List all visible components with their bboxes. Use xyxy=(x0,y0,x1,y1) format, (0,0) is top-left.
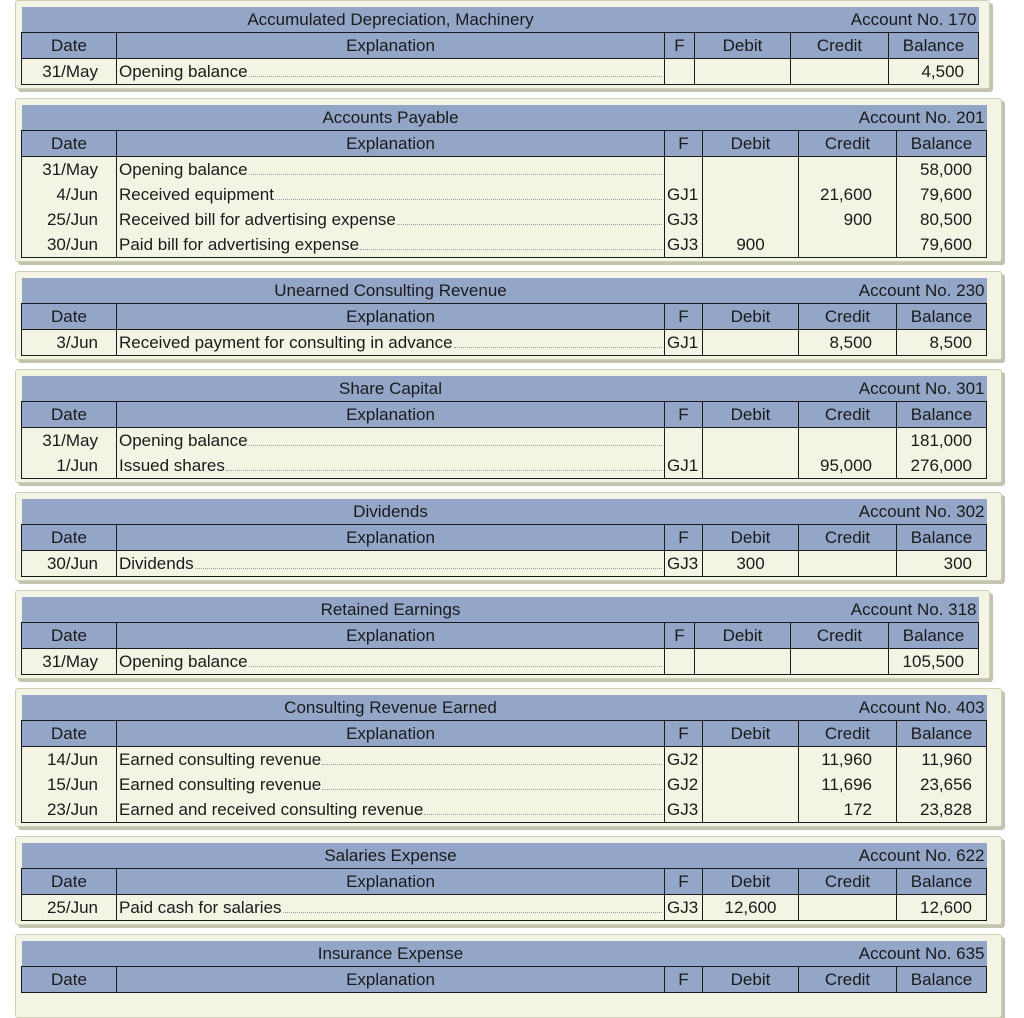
ledger-row xyxy=(22,453,987,479)
column-header-credit: Credit xyxy=(799,967,897,993)
credit-cell xyxy=(799,232,897,258)
credit-cell xyxy=(799,157,897,183)
credit-cell: 95,000 xyxy=(799,453,897,479)
ledger-row xyxy=(22,649,979,675)
debit-cell xyxy=(695,59,791,85)
column-header-explanation: Explanation xyxy=(117,33,665,59)
ledger-table xyxy=(21,499,987,577)
balance-cell: 181,000 xyxy=(897,428,987,454)
date-cell: 14/Jun xyxy=(22,747,117,773)
debit-cell xyxy=(703,772,799,797)
column-header-explanation: Explanation xyxy=(117,623,665,649)
f-cell xyxy=(665,59,695,85)
title-spacer xyxy=(22,695,117,721)
credit-cell: 21,600 xyxy=(799,182,897,207)
account-title: Accumulated Depreciation, Machinery xyxy=(117,7,665,33)
column-header-date: Date xyxy=(22,869,117,895)
debit-cell xyxy=(703,428,799,454)
ledger-row xyxy=(22,59,979,85)
date-cell: 30/Jun xyxy=(22,232,117,258)
explanation-cell xyxy=(117,59,665,85)
date-cell: 15/Jun xyxy=(22,772,117,797)
leader-dots xyxy=(249,75,662,77)
column-header-balance: Balance xyxy=(897,402,987,428)
leader-dots xyxy=(454,346,662,348)
leader-dots xyxy=(322,763,662,765)
ledger-account xyxy=(15,0,990,89)
column-header-debit: Debit xyxy=(703,967,799,993)
title-spacer xyxy=(665,499,799,525)
leader-dots xyxy=(249,173,662,175)
column-header-f: F xyxy=(665,131,703,157)
f-cell: GJ3 xyxy=(665,895,703,921)
title-spacer xyxy=(665,941,799,967)
leader-dots xyxy=(249,665,662,667)
explanation-text: Received payment for consulting in advance xyxy=(119,333,453,352)
credit-cell xyxy=(799,895,897,921)
debit-cell xyxy=(703,453,799,479)
balance-cell: 276,000 xyxy=(897,453,987,479)
debit-cell xyxy=(703,330,799,356)
ledger-account xyxy=(15,369,1002,483)
ledger-account xyxy=(15,934,1002,1018)
column-header-debit: Debit xyxy=(703,721,799,747)
credit-cell: 8,500 xyxy=(799,330,897,356)
ledger-table xyxy=(21,376,987,479)
ledger-row xyxy=(22,207,987,232)
explanation-cell xyxy=(117,207,665,232)
title-spacer xyxy=(22,597,117,623)
f-cell xyxy=(665,428,703,454)
f-cell: GJ3 xyxy=(665,797,703,823)
date-cell: 1/Jun xyxy=(22,453,117,479)
date-cell: 31/May xyxy=(22,428,117,454)
debit-cell xyxy=(695,649,791,675)
title-spacer xyxy=(665,105,799,131)
column-header-date: Date xyxy=(22,623,117,649)
column-header-explanation: Explanation xyxy=(117,402,665,428)
account-number: Account No. 230 xyxy=(799,278,987,304)
column-header-debit: Debit xyxy=(695,33,791,59)
account-title: Accounts Payable xyxy=(117,105,665,131)
explanation-text: Paid cash for salaries xyxy=(119,898,282,917)
ledger-account xyxy=(15,98,1002,262)
ledger-row xyxy=(22,772,987,797)
account-title: Dividends xyxy=(117,499,665,525)
column-header-explanation: Explanation xyxy=(117,967,665,993)
balance-cell: 80,500 xyxy=(897,207,987,232)
explanation-cell xyxy=(117,895,665,921)
date-cell: 3/Jun xyxy=(22,330,117,356)
column-header-f: F xyxy=(665,304,703,330)
column-header-f: F xyxy=(665,967,703,993)
ledger-row xyxy=(22,428,987,454)
title-spacer xyxy=(22,7,117,33)
explanation-text: Received equipment xyxy=(119,185,274,204)
f-cell: GJ3 xyxy=(665,551,703,577)
date-cell: 23/Jun xyxy=(22,797,117,823)
column-header-credit: Credit xyxy=(799,131,897,157)
account-number: Account No. 201 xyxy=(799,105,987,131)
debit-cell xyxy=(703,182,799,207)
account-title: Consulting Revenue Earned xyxy=(117,695,665,721)
column-header-date: Date xyxy=(22,304,117,330)
column-header-f: F xyxy=(665,869,703,895)
column-header-debit: Debit xyxy=(703,525,799,551)
debit-cell xyxy=(703,207,799,232)
explanation-cell xyxy=(117,182,665,207)
explanation-cell xyxy=(117,330,665,356)
explanation-text: Issued shares xyxy=(119,456,225,475)
date-cell: 31/May xyxy=(22,649,117,675)
account-title: Share Capital xyxy=(117,376,665,402)
ledger-table xyxy=(21,695,987,823)
balance-cell: 11,960 xyxy=(897,747,987,773)
column-header-debit: Debit xyxy=(695,623,791,649)
explanation-cell xyxy=(117,428,665,454)
column-header-explanation: Explanation xyxy=(117,131,665,157)
account-number: Account No. 301 xyxy=(799,376,987,402)
column-header-balance: Balance xyxy=(889,33,979,59)
column-header-f: F xyxy=(665,33,695,59)
credit-cell: 900 xyxy=(799,207,897,232)
leader-dots xyxy=(226,469,662,471)
ledger-table xyxy=(21,278,987,356)
column-header-credit: Credit xyxy=(791,33,889,59)
account-number: Account No. 403 xyxy=(799,695,987,721)
debit-cell xyxy=(703,747,799,773)
ledger-table xyxy=(21,941,987,993)
explanation-cell xyxy=(117,649,665,675)
column-header-credit: Credit xyxy=(791,623,889,649)
title-spacer xyxy=(22,941,117,967)
column-header-credit: Credit xyxy=(799,304,897,330)
explanation-text: Earned consulting revenue xyxy=(119,750,322,769)
explanation-cell xyxy=(117,232,665,258)
debit-cell: 900 xyxy=(703,232,799,258)
debit-cell: 12,600 xyxy=(703,895,799,921)
column-header-credit: Credit xyxy=(799,525,897,551)
explanation-cell xyxy=(117,772,665,797)
title-spacer xyxy=(665,376,799,402)
ledger-table xyxy=(21,7,979,85)
column-header-explanation: Explanation xyxy=(117,721,665,747)
explanation-text: Received bill for advertising expense xyxy=(119,210,396,229)
column-header-credit: Credit xyxy=(799,402,897,428)
column-header-explanation: Explanation xyxy=(117,525,665,551)
balance-cell: 23,828 xyxy=(897,797,987,823)
balance-cell: 79,600 xyxy=(897,182,987,207)
balance-cell: 58,000 xyxy=(897,157,987,183)
balance-cell: 8,500 xyxy=(897,330,987,356)
title-spacer xyxy=(22,499,117,525)
ledger-table xyxy=(21,105,987,258)
column-header-f: F xyxy=(665,623,695,649)
explanation-text: Opening balance xyxy=(119,431,248,450)
explanation-cell xyxy=(117,747,665,773)
account-title: Salaries Expense xyxy=(117,843,665,869)
column-header-balance: Balance xyxy=(897,869,987,895)
title-spacer xyxy=(22,376,117,402)
account-number: Account No. 635 xyxy=(799,941,987,967)
balance-cell: 300 xyxy=(897,551,987,577)
column-header-date: Date xyxy=(22,33,117,59)
leader-dots xyxy=(322,788,662,790)
column-header-debit: Debit xyxy=(703,131,799,157)
explanation-text: Dividends xyxy=(119,554,194,573)
account-number: Account No. 302 xyxy=(799,499,987,525)
leader-dots xyxy=(275,198,662,200)
column-header-date: Date xyxy=(22,967,117,993)
leader-dots xyxy=(249,444,662,446)
credit-cell xyxy=(799,428,897,454)
date-cell: 31/May xyxy=(22,157,117,183)
column-header-balance: Balance xyxy=(897,525,987,551)
column-header-date: Date xyxy=(22,525,117,551)
f-cell xyxy=(665,649,695,675)
debit-cell xyxy=(703,797,799,823)
ledger-account xyxy=(15,492,1002,581)
title-spacer xyxy=(22,278,117,304)
balance-cell: 79,600 xyxy=(897,232,987,258)
column-header-balance: Balance xyxy=(897,721,987,747)
f-cell: GJ1 xyxy=(665,453,703,479)
ledger-account xyxy=(15,590,990,679)
column-header-balance: Balance xyxy=(897,131,987,157)
credit-cell: 11,960 xyxy=(799,747,897,773)
f-cell: GJ1 xyxy=(665,182,703,207)
title-spacer xyxy=(665,278,799,304)
f-cell: GJ2 xyxy=(665,747,703,773)
explanation-cell xyxy=(117,453,665,479)
credit-cell xyxy=(799,551,897,577)
f-cell: GJ3 xyxy=(665,232,703,258)
column-header-balance: Balance xyxy=(897,967,987,993)
column-header-date: Date xyxy=(22,721,117,747)
ledger-table xyxy=(21,597,979,675)
column-header-balance: Balance xyxy=(897,304,987,330)
leader-dots xyxy=(283,911,662,913)
date-cell: 25/Jun xyxy=(22,207,117,232)
leader-dots xyxy=(195,567,662,569)
column-header-credit: Credit xyxy=(799,869,897,895)
ledger-row xyxy=(22,182,987,207)
ledger-row xyxy=(22,895,987,921)
ledger-row xyxy=(22,797,987,823)
column-header-credit: Credit xyxy=(799,721,897,747)
explanation-text: Paid bill for advertising expense xyxy=(119,235,360,254)
leader-dots xyxy=(360,248,662,250)
date-cell: 25/Jun xyxy=(22,895,117,921)
title-spacer xyxy=(665,695,799,721)
column-header-date: Date xyxy=(22,402,117,428)
f-cell: GJ3 xyxy=(665,207,703,232)
date-cell: 4/Jun xyxy=(22,182,117,207)
explanation-cell xyxy=(117,797,665,823)
debit-cell: 300 xyxy=(703,551,799,577)
title-spacer xyxy=(22,843,117,869)
column-header-debit: Debit xyxy=(703,402,799,428)
column-header-f: F xyxy=(665,721,703,747)
credit-cell: 11,696 xyxy=(799,772,897,797)
debit-cell xyxy=(703,157,799,183)
column-header-date: Date xyxy=(22,131,117,157)
column-header-f: F xyxy=(665,402,703,428)
ledger-account xyxy=(15,836,1002,925)
column-header-debit: Debit xyxy=(703,869,799,895)
column-header-balance: Balance xyxy=(889,623,979,649)
account-number: Account No. 170 xyxy=(791,7,979,33)
explanation-cell xyxy=(117,157,665,183)
title-spacer xyxy=(665,7,791,33)
column-header-explanation: Explanation xyxy=(117,869,665,895)
ledger-row xyxy=(22,232,987,258)
column-header-f: F xyxy=(665,525,703,551)
account-number: Account No. 318 xyxy=(791,597,979,623)
title-spacer xyxy=(665,843,799,869)
credit-cell xyxy=(791,59,889,85)
explanation-text: Earned and received consulting revenue xyxy=(119,800,424,819)
title-spacer xyxy=(22,105,117,131)
balance-cell: 4,500 xyxy=(889,59,979,85)
ledger-row xyxy=(22,551,987,577)
ledger-row xyxy=(22,747,987,773)
column-header-explanation: Explanation xyxy=(117,304,665,330)
date-cell: 31/May xyxy=(22,59,117,85)
ledger-account xyxy=(15,271,1002,360)
balance-cell: 23,656 xyxy=(897,772,987,797)
ledger-account xyxy=(15,688,1002,827)
f-cell: GJ2 xyxy=(665,772,703,797)
account-title: Retained Earnings xyxy=(117,597,665,623)
explanation-text: Opening balance xyxy=(119,62,248,81)
date-cell: 30/Jun xyxy=(22,551,117,577)
explanation-text: Opening balance xyxy=(119,160,248,179)
ledger-row xyxy=(22,157,987,183)
credit-cell xyxy=(791,649,889,675)
balance-cell: 12,600 xyxy=(897,895,987,921)
balance-cell: 105,500 xyxy=(889,649,979,675)
credit-cell: 172 xyxy=(799,797,897,823)
f-cell: GJ1 xyxy=(665,330,703,356)
ledger-row xyxy=(22,330,987,356)
column-header-debit: Debit xyxy=(703,304,799,330)
account-title: Unearned Consulting Revenue xyxy=(117,278,665,304)
explanation-text: Opening balance xyxy=(119,652,248,671)
explanation-cell xyxy=(117,551,665,577)
account-title: Insurance Expense xyxy=(117,941,665,967)
leader-dots xyxy=(424,813,662,815)
account-number: Account No. 622 xyxy=(799,843,987,869)
leader-dots xyxy=(397,223,662,225)
explanation-text: Earned consulting revenue xyxy=(119,775,322,794)
title-spacer xyxy=(665,597,791,623)
f-cell xyxy=(665,157,703,183)
ledger-table xyxy=(21,843,987,921)
